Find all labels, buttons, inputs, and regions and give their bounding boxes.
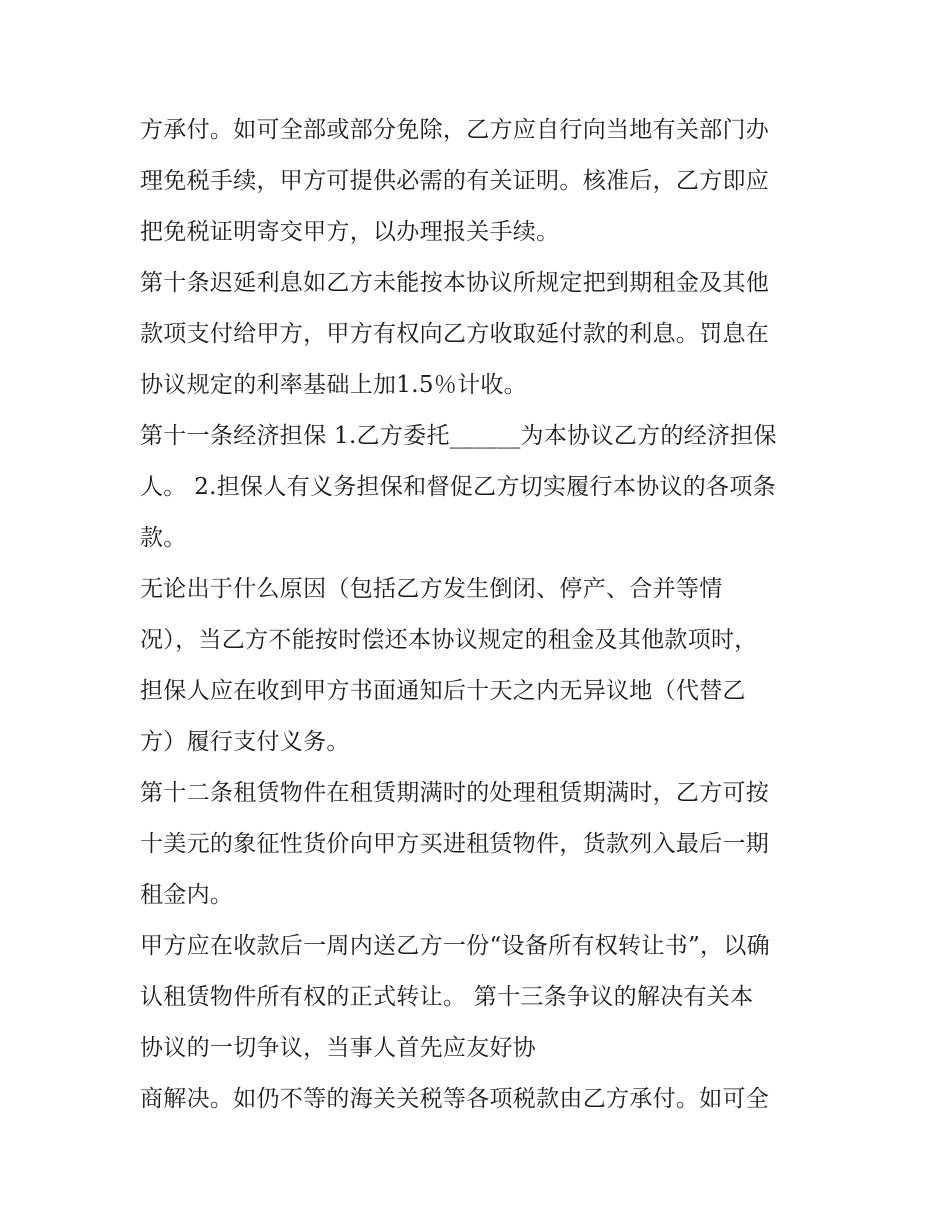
- text-line: 商解决。如仍不等的海关关税等各项税款由乙方承付。如可全: [140, 1086, 770, 1112]
- text-line: 第十条迟延利息如乙方未能按本协议所规定把到期租金及其他: [140, 270, 770, 296]
- document-body: [140, 105, 820, 1125]
- text-line: 人。 2.担保人有义务担保和督促乙方切实履行本协议的各项条: [140, 474, 776, 500]
- text-line: 担保人应在收到甲方书面通知后十天之内无异议地（代替乙: [140, 678, 746, 704]
- text-line: 第十二条租赁物件在租赁期满时的处理租赁期满时，乙方可按: [140, 780, 770, 806]
- text-line: 况），当乙方不能按时偿还本协议规定的租金及其他款项时，: [140, 627, 758, 653]
- text-line: 第十一条经济担保 1.乙方委托______为本协议乙方的经济担保: [140, 423, 777, 449]
- text-line: 认租赁物件所有权的正式转让。 第十三条争议的解决有关本: [140, 984, 754, 1010]
- text-line: 甲方应在收款后一周内送乙方一份“设备所有权转让书”，以确: [140, 933, 770, 959]
- text-line: 把免税证明寄交甲方，以办理报关手续。: [140, 219, 560, 245]
- text-line: 款。: [140, 525, 187, 551]
- text-line: 租金内。: [140, 882, 234, 908]
- text-line: 十美元的象征性货价向甲方买进租赁物件，货款列入最后一期: [140, 831, 770, 857]
- text-line: 款项支付给甲方，甲方有权向乙方收取延付款的利息。罚息在: [140, 321, 770, 347]
- text-line: 协议的一切争议，当事人首先应友好协: [140, 1035, 537, 1061]
- text-line: 理免税手续，甲方可提供必需的有关证明。核准后，乙方即应: [140, 168, 770, 194]
- text-line: 无论出于什么原因（包括乙方发生倒闭、停产、合并等情: [140, 576, 723, 602]
- text-line: 方）履行支付义务。: [140, 729, 350, 755]
- text-line: 方承付。如可全部或部分免除，乙方应自行向当地有关部门办: [140, 117, 770, 143]
- text-line: 协议规定的利率基础上加1.5％计收。: [140, 372, 527, 398]
